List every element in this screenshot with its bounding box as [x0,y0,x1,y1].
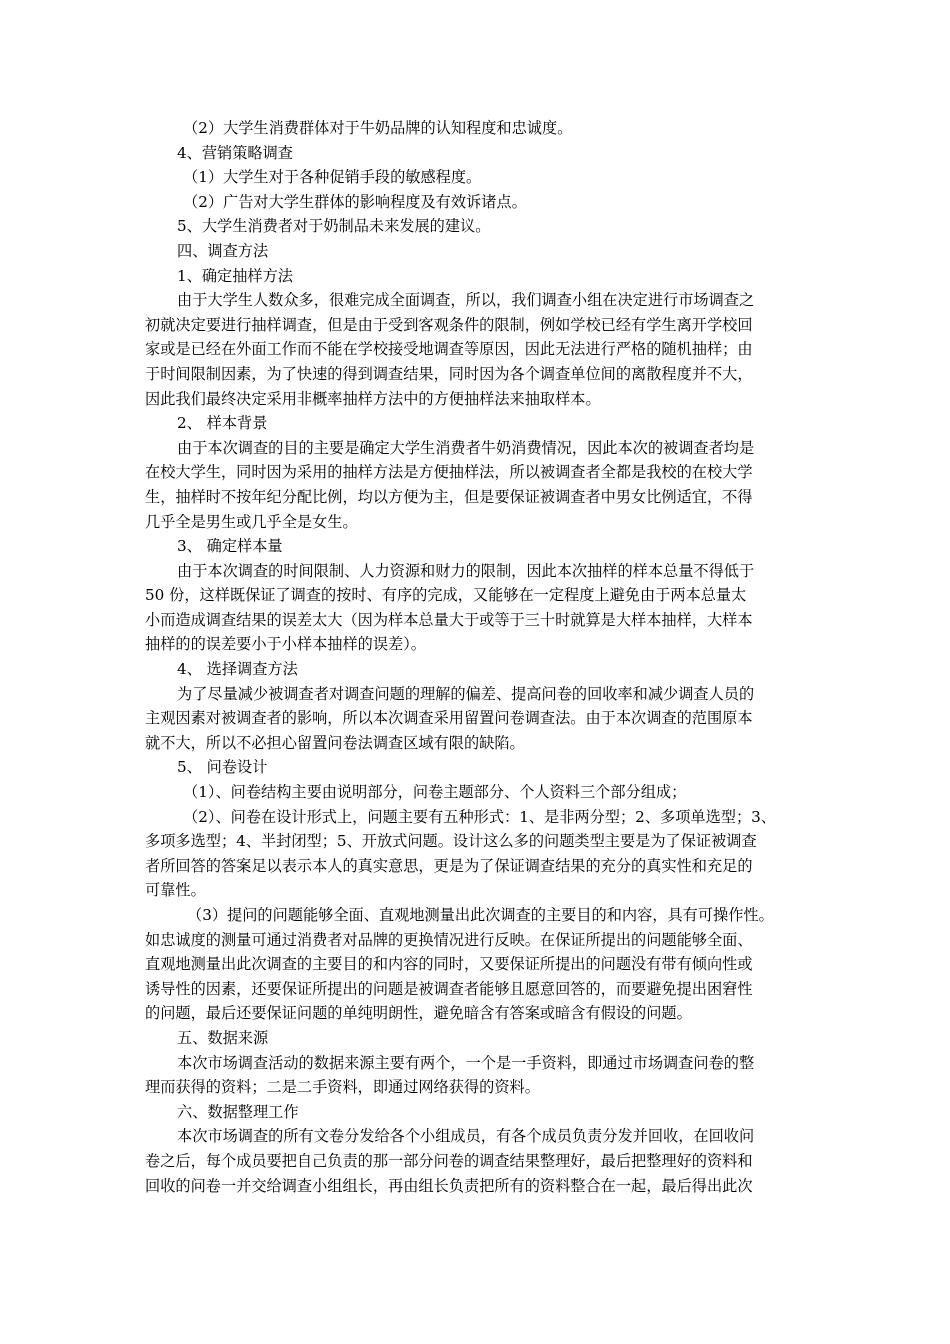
paragraph-line: 由于大学生人数众多，很难完成全面调查，所以，我们调查小组在决定进行市场调查之 [177,291,755,310]
paragraph [145,288,805,411]
paragraph [145,1051,805,1100]
paragraph-line: 就不大，所以不必担心留置问卷法调查区域有限的缺陷。 [145,733,525,752]
text-line: 四、调查方法 [177,241,269,260]
paragraph [145,559,805,657]
text-line: 5、大学生消费者对于奶制品未来发展的建议。 [177,217,491,236]
text-line: 4、 选择调查方法 [177,660,298,679]
paragraph-line: 理而获得的资料；二是二手资料，即通过网络获得的资料。 [145,1078,540,1097]
text-line: （1）大学生对于各种促销手段的敏感程度。 [183,168,482,187]
paragraph-line: 诱导性的因素，还要保证所提出的问题是被调查者能够且愿意回答的，而要避免提出困窘性 [145,979,753,998]
text-line: 六、数据整理工作 [177,1102,299,1121]
paragraph-line: 因此我们最终决定采用非概率抽样方法中的方便抽样法来抽取样本。 [145,389,601,408]
paragraph-line: 家或是已经在外面工作而不能在学校接受地调查等原因，因此无法进行严格的随机抽样；由 [145,340,753,359]
document-body [145,116,805,1198]
paragraph-line: 多项多选型；4、半封闭型；5、开放式问题。设计这么多的问题类型主要是为了保证被调查 [145,832,757,851]
paragraph-line: 在校大学生，同时因为采用的抽样方法是方便抽样法，所以被调查者全都是我校的在校大学 [145,463,753,482]
paragraph-line: 回收的问卷一并交给调查小组组长，再由组长负责把所有的资料整合在一起，最后得出此次 [145,1176,753,1195]
paragraph-line: （3）提问的问题能够全面、直观地测量出此次调查的主要目的和内容，具有可操作性。 [187,906,774,924]
text-line: 2、 样本背景 [177,414,268,433]
paragraph [145,1124,805,1198]
paragraph-line: 本次市场调查的所有文卷分发给各个小组成员，有各个成员负责分发并回收，在回收问 [177,1127,755,1146]
text-line: 4、营销策略调查 [177,143,293,162]
paragraph-line: 如忠诚度的测量可通过消费者对品牌的更换情况进行反映。在保证所提出的问题能够全面、 [145,930,753,949]
text-line: （2）广告对大学生群体的影响程度及有效诉诸点。 [183,192,527,211]
paragraph-line: 主观因素对被调查者的影响，所以本次调查采用留置问卷调查法。由于本次调查的范围原本 [145,709,753,728]
text-line: （2）大学生消费群体对于牛奶品牌的认知程度和忠诚度。 [183,119,573,137]
text-line: 五、数据来源 [177,1028,269,1047]
paragraph-line: 卷之后，每个成员要把自己负责的那一部分问卷的调查结果整理好，最后把整理好的资料和 [145,1151,753,1170]
paragraph-line: 者所回答的答案足以表示本人的真实意思，更是为了保证调查结果的充分的真实性和充足的 [145,856,753,875]
paragraph-line: 的问题，最后还要保证问题的单纯明朗性，避免暗含有答案或暗含有假设的问题。 [145,1004,692,1023]
paragraph-line: 几乎全是男生或几乎全是女生。 [145,512,358,531]
paragraph [145,903,805,1026]
text-line: 1、确定抽样方法 [177,266,293,285]
paragraph-line: 小而造成调查结果的误差太大（因为样本总量大于或等于三十时就算是大样本抽样，大样本 [145,610,753,629]
paragraph-line: 可靠性。 [145,881,206,900]
paragraph-line: 于时间限制因素，为了快速的得到调查结果，同时因为各个调查单位间的离散程度并不大， [145,364,753,383]
paragraph [145,436,805,534]
paragraph [145,682,805,756]
text-line: （1）、问卷结构主要由说明部分，问卷主题部分、个人资料三个部分组成； [183,783,687,802]
paragraph-line: （2）、问卷在设计形式上，问题主要有五种形式：1、是非两分型；2、多项单选型；3、 [183,807,776,826]
paragraph-line: 初就决定要进行抽样调查，但是由于受到客观条件的限制，例如学校已经有学生离开学校回 [145,315,753,334]
text-line: 5、 问卷设计 [177,758,268,777]
paragraph-line: 由于本次调查的时间限制、人力资源和财力的限制，因此本次抽样的样本总量不得低于 [177,561,755,580]
paragraph-line: 抽样的的误差要小于小样本抽样的误差）。 [145,635,426,654]
paragraph-line: 本次市场调查活动的数据来源主要有两个，一个是一手资料，即通过市场调查问卷的整 [177,1053,755,1072]
text-line: 3、 确定样本量 [177,537,283,556]
paragraph-line: 由于本次调查的目的主要是确定大学生消费者牛奶消费情况，因此本次的被调查者均是 [177,438,755,457]
paragraph-line: 为了尽量减少被调查者对调查问题的理解的偏差、提高问卷的回收率和减少调查人员的 [177,684,755,703]
paragraph [145,805,805,903]
paragraph-line: 直观地测量出此次调查的主要目的和内容的同时，又要保证所提出的问题没有带有倾向性或 [145,955,753,974]
paragraph-line: 50 份，这样既保证了调查的按时、有序的完成，又能够在一定程度上避免由于两本总量太 [145,586,747,605]
paragraph-line: 生，抽样时不按年纪分配比例，均以方便为主，但是要保证被调查者中男女比例适宜，不得 [145,487,753,506]
